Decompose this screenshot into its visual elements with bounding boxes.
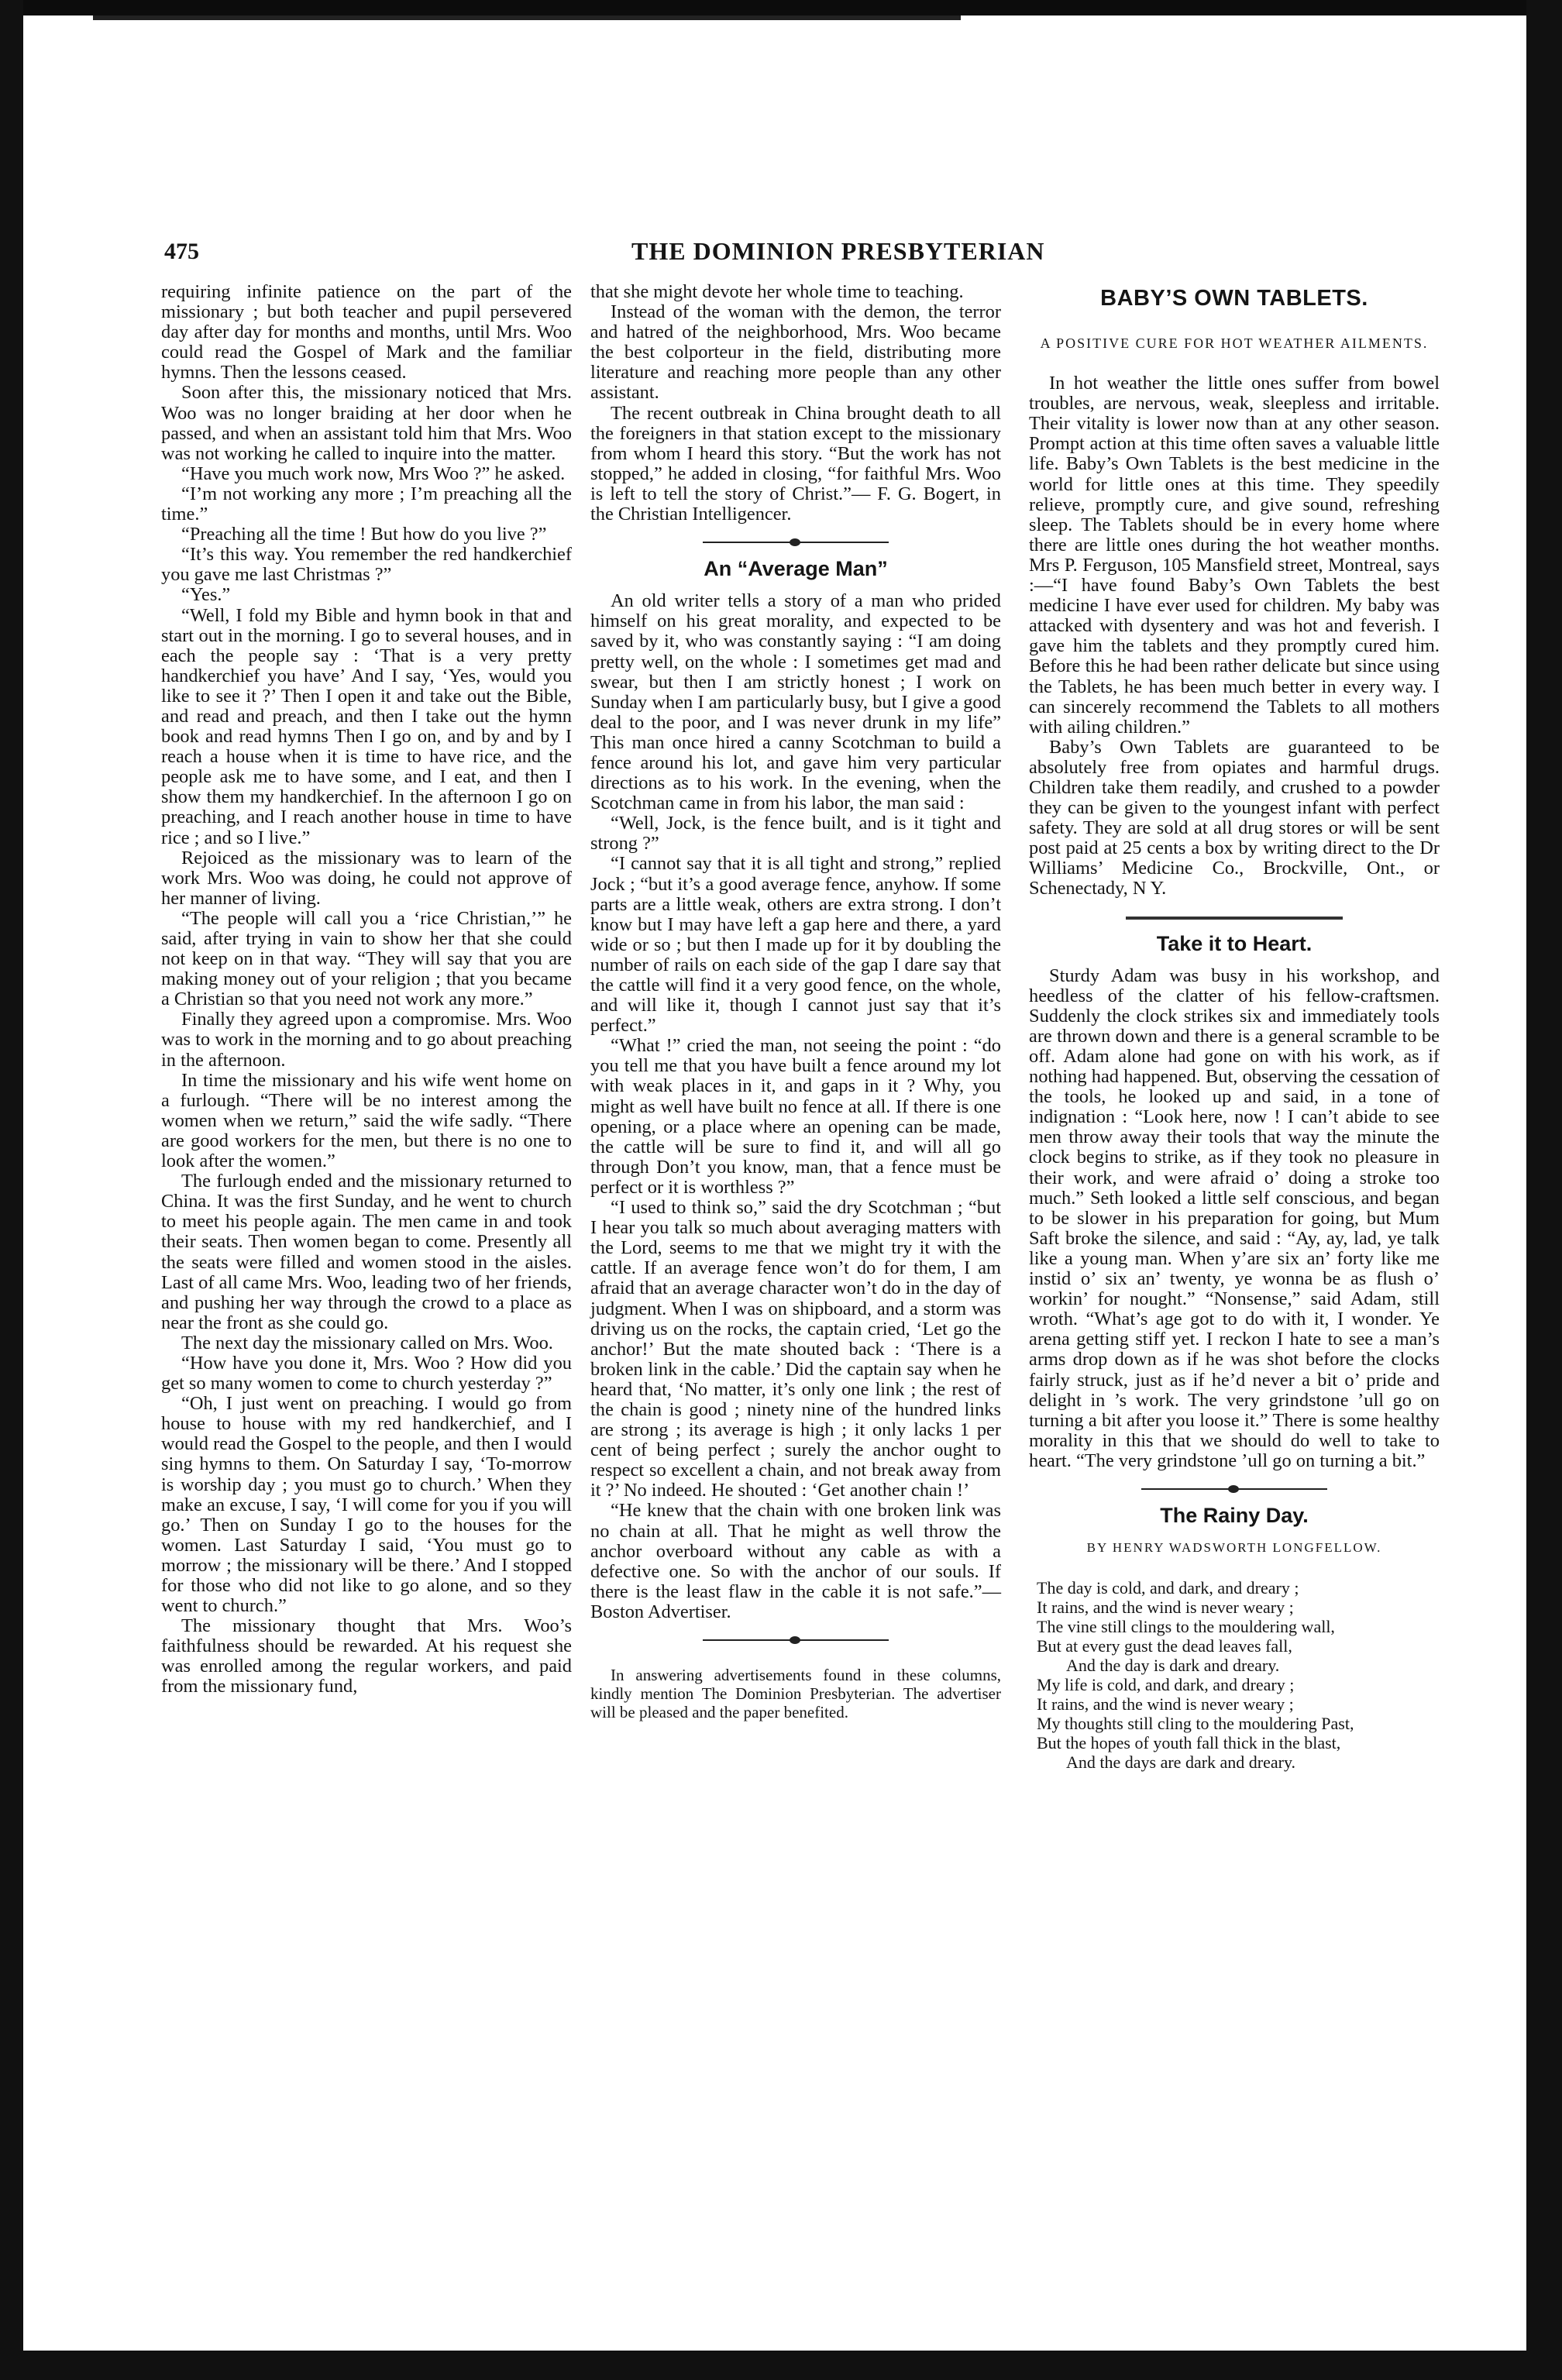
paragraph: “It’s this way. You remember the red handkerchief you gave me last Christmas ?” [161, 544, 572, 586]
column-2 [590, 282, 1001, 1721]
poem-line: And the day is dark and dreary. [1066, 1656, 1280, 1676]
paragraph: Baby’s Own Tablets are guaranteed to be absolutely free from opiates and harmful drugs. Children take them readily, and crushed to a powder they can be given to the youngest infant with perfect safety. They are sold at all drug stores or will be sent post paid at 25 cents a box by writing direct to the Dr Williams’ Medicine Co., Brockville, Ont., or Schenectady, N Y. [1029, 736, 1440, 899]
paragraph: “Have you much work now, Mrs Woo ?” he asked. [181, 463, 566, 484]
scan-left-border [0, 0, 23, 2380]
poem-line: It rains, and the wind is never weary ; [1037, 1598, 1294, 1618]
paragraph: The missionary thought that Mrs. Woo’s faithfulness should be rewarded. At his request she was enrolled among the regular workers, and paid from the missionary fund, [161, 1615, 572, 1697]
paragraph: “The people will call you a ‘rice Christian,’” he said, after trying in vain to show her that she could not keep on in that way. “They will say that you are making money out of your religion ; that you became a Christian so that you need not work any more.” [161, 907, 572, 1010]
paragraph: Rejoiced as the missionary was to learn of the work Mrs. Woo was doing, he could not approve of her manner of living. [161, 847, 572, 909]
paragraph: Instead of the woman with the demon, the terror and hatred of the neighborhood, Mrs. Woo became the best colporteur in the field, distributing more literature and reaching more people than any other assistant. [590, 301, 1001, 404]
paragraph: that she might devote her whole time to teaching. [590, 281, 964, 302]
ornamental-rule [703, 538, 889, 545]
scan-bottom-border [0, 2351, 1562, 2380]
scan-right-border [1526, 0, 1562, 2380]
paragraph: “Yes.” [181, 584, 231, 606]
poem-line: But at every gust the dead leaves fall, [1037, 1636, 1292, 1656]
poem-line: My thoughts still cling to the mouldering Past, [1037, 1714, 1354, 1734]
paragraph: “I used to think so,” said the dry Scotchman ; “but I hear you talk so much about averaging matters with the Lord, seems to me that we might try it with the cattle. If an average fence won’t do for them, I am afraid that an average character won’t do in the day of judgment. When I was on shipboard, and a storm was driving us on the rocks, the captain cried, ‘Let go the anchor!’ But the mate shouted back : ‘There is a broken link in the cable.’ Did the captain say when he heard that, ‘No matter, it’s only one link ; the rest of the chain is good ; ninety nine of the hundred links are strong ; its average is high ; it only lacks 1 per cent of being perfect ; surely the anchor ought to respect so excellent a chain, and not break away from it ?’ No indeed. He shouted : ‘Get another chain !’ [590, 1197, 1001, 1501]
poem-line: And the days are dark and dreary. [1066, 1752, 1296, 1773]
paragraph: “He knew that the chain with one broken link was no chain at all. That he might as well throw the anchor overboard without any cable as with a defective one. So with the anchor of our souls. If there is the least flaw in the cable it is not safe.”—Boston Advertiser. [590, 1500, 1001, 1622]
article-title-take-it-to-heart: Take it to Heart. [1156, 931, 1313, 955]
article-title-average-man: An “Average Man” [704, 557, 888, 581]
paragraph: “Oh, I just went on preaching. I would go from house to house with my red handkerchief, and I would read the Gospel to the people, and then I would sing hymns to them. On Saturday I say, ‘To-morrow is worship day ; you must go to church.’ When they make an excuse, I say, ‘I will come for you if you will go.’ Then on Sunday I go to the houses for the women. Last Saturday I said, ‘You must go to morrow ; the missionary will be there.’ And I stopped for those who did not like to go alone, and so they went to church.” [161, 1393, 572, 1617]
paragraph: The furlough ended and the missionary returned to China. It was the first Sunday, and he went to church to meet his people again. The men came in and took their seats. Then women began to come. Presently all the seats were filled and women stood in the aisles. Last of all came Mrs. Woo, leading two of her friends, and pushing her way through the crowd to a place as near the front as she could go. [161, 1171, 572, 1333]
poem-stanza-1 [1029, 1578, 1440, 1675]
paragraph: “I cannot say that it is all tight and strong,” replied Jock ; “but it’s a good average fence, anyhow. If some parts are a little weak, others are extra strong. I don’t know but I may have left a gap here and there, a yard wide or so ; but then I made up for it by doubling the number of rails on each side of the gap I dare say that the cattle will find it a very good fence, on the whole, and will like it, though I cannot just say that it’s perfect.” [590, 853, 1001, 1037]
column-1 [161, 282, 572, 1697]
paragraph: requiring infinite patience on the part of the missionary ; but both teacher and pupil persevered day after day for months and months, until Mrs. Woo could read the Gospel of Mark and the familiar hymns. Then the lessons ceased. [161, 281, 572, 383]
ad-title-babys-own-tablets: BABY’S OWN TABLETS. [1100, 286, 1368, 311]
paragraph: “Well, I fold my Bible and hymn book in that and start out in the morning. I go to several houses, and in each the people say : ‘That is a very pretty handkerchief you have’ And I say, ‘Yes, would you like to see it ?’ Then I open it and take out the Bible, and read and preach, and then I take out the hymn book and read hymns Then I go on, and by and by I reach a house when it is time to have rice, and the people ask me to have some, and I eat, and then I show them my handkerchief. In the afternoon I go on preaching, and I reach another house in time to have rice ; and so I live.” [161, 604, 572, 848]
section-rule [1126, 917, 1343, 920]
paragraph: Sturdy Adam was busy in his workshop, and heedless of the clatter of his fellow-craftsmen. Suddenly the clock strikes six and immediately tools are thrown down and there is a general scramble to be off. Adam alone had gone on with his work, as if nothing had happened. But, observing the cessation of the tools, he looked up and said, in a tone of indignation : “Look here, now ! I can’t abide to see men throw away their tools that way the minute the clock begins to strike, as if they took no pleasure in their work, and were afraid o’ doing a stroke too much.” Seth looked a little self conscious, and began to be slower in his preparation for going, but Mum Saft broke the silence, and said : “Ay, ay, lad, ye talk like a young man. When y’are six an’ forty like me instid o’ six an’ twenty, ye wonna be as flush o’ workin’ for nought.” “Nonsense,” said Adam, still wroth. “What’s age got to do with it, I wonder. Ye arena getting stiff yet. I reckon I hate to see a man’s arms drop down as if he was shot before the clocks fairly struck, just as if he’d never a bit o’ pride and delight in ’s work. The very grindstone ’ull go on turning a bit after you loose it.” There is some healthy morality in this that we should do well to take to heart. “The very grindstone ’ull go on turning a bit.” [1029, 965, 1440, 1471]
poem-line: The day is cold, and dark, and dreary ; [1037, 1578, 1299, 1598]
paragraph: Finally they agreed upon a compromise. Mrs. Woo was to work in the morning and to go about preaching in the afternoon. [161, 1009, 572, 1071]
running-head: THE DOMINION PRESBYTERIAN [631, 237, 1045, 265]
paragraph: An old writer tells a story of a man who prided himself on his great morality, and expected to be saved by it, who was constantly saying : “I am doing pretty well, on the whole : I sometimes get mad and swear, but then I am strictly honest ; I work on Sunday when I am particularly busy, but I give a good deal to the poor, and I was never drunk in my life” This man once hired a canny Scotchman to build a fence around his lot, and gave him very particular directions as to his work. In the evening, when the Scotchman came in from his labor, the man said : [590, 590, 1001, 814]
paragraph: “How have you done it, Mrs. Woo ? How did you get so many women to come to church yesterday ?” [161, 1352, 572, 1395]
paragraph: “I’m not working any more ; I’m preaching all the time.” [161, 483, 572, 525]
poem-title: The Rainy Day. [1160, 1503, 1309, 1527]
ad-subtitle: A POSITIVE CURE FOR HOT WEATHER AILMENTS. [1040, 335, 1429, 352]
advertiser-note: In answering advertisements found in these columns, kindly mention The Dominion Presbyterian. The advertiser will be pleased and the paper benefited. [590, 1666, 1001, 1721]
ornamental-rule [1141, 1485, 1327, 1491]
paragraph: “Well, Jock, is the fence built, and is it tight and strong ?” [590, 813, 1001, 855]
paragraph: The recent outbreak in China brought death to all the foreigners in that station except to the missionary from whom I heard this story. “But the work has not stopped,” he added in closing, “for faithful Mrs. Woo is left to tell the story of Christ.”— F. G. Bogert, in the Christian Intelligencer. [590, 402, 1001, 525]
paragraph: In hot weather the little ones suffer from bowel troubles, are nervous, weak, sleepless and irritable. Their vitality is lower now than at any other season. Prompt action at this time often saves a valuable little life. Baby’s Own Tablets is the best medicine in the world for little ones at this time. They speedily relieve, promptly cure, and give sound, refreshing sleep. The Tablets should be in every home where there are little ones during the hot weather months. Mrs P. Ferguson, 105 Mansfield street, Montreal, says :—“I have found Baby’s Own Tablets the best medicine I have ever used for children. My baby was attacked with dysentery and was hot and feverish. I gave him the tablets and they promptly cured him. Before this he had been rather delicate but since using the Tablets, he has been much better in every way. I can sincerely recommend the Tablets to all mothers with ailing children.” [1029, 373, 1440, 738]
paragraph: “What !” cried the man, not seeing the point : “do you tell me that you have built a fence around my lot with weak places in it, and gaps in it ? Why, you might as well have built no fence at all. If there is one opening, or a place where an opening can be made, the cattle will be sure to find it, and will all go through Don’t you know, man, that a fence must be perfect or it is worthless ?” [590, 1035, 1001, 1198]
scan-top-edge-line [93, 15, 961, 20]
paragraph: “Preaching all the time ! But how do you live ?” [181, 524, 547, 545]
poem-line: It rains, and the wind is never weary ; [1037, 1694, 1294, 1714]
paragraph: The next day the missionary called on Mrs. Woo. [181, 1332, 553, 1353]
poem-line: The vine still clings to the mouldering wall, [1037, 1617, 1335, 1637]
poem-byline: BY HENRY WADSWORTH LONGFELLOW. [1086, 1540, 1382, 1556]
page-number: 475 [164, 239, 199, 264]
poem-line: But the hopes of youth fall thick in the blast, [1037, 1733, 1341, 1753]
poem-stanza-2 [1029, 1675, 1440, 1772]
scan-top-border [0, 0, 1562, 15]
ornamental-rule [703, 1636, 889, 1642]
paragraph: Soon after this, the missionary noticed that Mrs. Woo was no longer braiding at her door when he passed, and when an assistant told him that Mrs. Woo was not working he called to inquire into the matter. [161, 382, 572, 464]
poem-line: My life is cold, and dark, and dreary ; [1037, 1675, 1295, 1695]
column-3 [1029, 282, 1440, 1772]
paragraph: In time the missionary and his wife went home on a furlough. “There will be no interest among the women when we return,” said the wife sadly. “There are good workers for the men, but there is no one to look after the women.” [161, 1069, 572, 1172]
